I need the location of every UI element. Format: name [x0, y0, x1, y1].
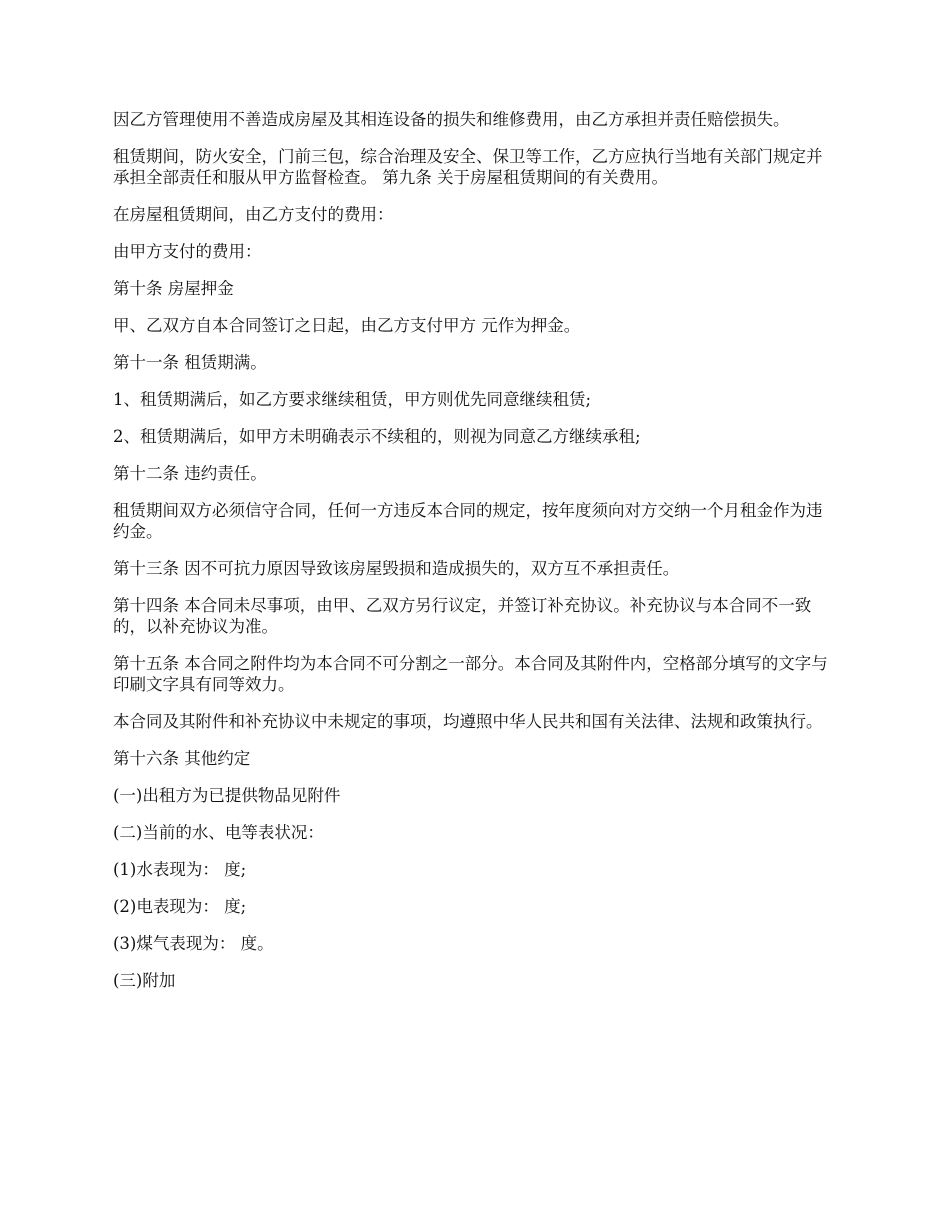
paragraph: 因乙方管理使用不善造成房屋及其相连设备的损失和维修费用，由乙方承担并责任赔偿损失。 — [113, 110, 790, 129]
section-heading: 第十条 房屋押金 — [113, 279, 234, 298]
paragraph: 第十三条 因不可抗力原因导致该房屋毁损和造成损失的，双方互不承担责任。 — [113, 559, 680, 578]
paragraph: 租赁期间，防火安全，门前三包，综合治理及安全、保卫等工作，乙方应执行当地有关部门规定并承担全部责任和服从甲方监督检查。 第九条 关于房屋租赁期间的有关费用。 — [113, 147, 823, 187]
document-body — [113, 109, 835, 1007]
paragraph: 由甲方支付的费用： — [113, 242, 262, 261]
paragraph: 在房屋租赁期间，由乙方支付的费用： — [113, 205, 394, 224]
list-item: (二)当前的水、电等表状况： — [113, 823, 324, 842]
paragraph: 第十五条 本合同之附件均为本合同不可分割之一部分。本合同及其附件内，空格部分填写的文字与印刷文字具有同等效力。 — [113, 654, 828, 694]
list-item: (3)煤气表现为： 度。 — [113, 934, 274, 953]
paragraph: 第十四条 本合同未尽事项，由甲、乙双方另行议定，并签订补充协议。补充协议与本合同不一致的，以补充协议为准。 — [113, 596, 812, 636]
paragraph: 租赁期间双方必须信守合同，任何一方违反本合同的规定，按年度须向对方交纳一个月租金作为违约金。 — [113, 501, 823, 541]
paragraph: 甲、乙双方自本合同签订之日起，由乙方支付甲方 元作为押金。 — [113, 316, 581, 335]
list-item: 2、租赁期满后，如甲方未明确表示不续租的，则视为同意乙方继续承租; — [113, 427, 641, 446]
list-item: (一)出租方为已提供物品见附件 — [113, 786, 341, 805]
section-heading: 第十二条 违约责任。 — [113, 464, 267, 483]
section-heading: 第十一条 租赁期满。 — [113, 353, 267, 372]
list-item: (三)附加 — [113, 971, 176, 990]
section-heading: 第十六条 其他约定 — [113, 749, 251, 768]
list-item: (2)电表现为： 度; — [113, 897, 247, 916]
list-item: 1、租赁期满后，如乙方要求继续租赁，甲方则优先同意继续租赁; — [113, 390, 592, 409]
list-item: (1)水表现为： 度; — [113, 860, 247, 879]
paragraph: 本合同及其附件和补充协议中未规定的事项，均遵照中华人民共和国有关法律、法规和政策执行。 — [113, 712, 823, 731]
